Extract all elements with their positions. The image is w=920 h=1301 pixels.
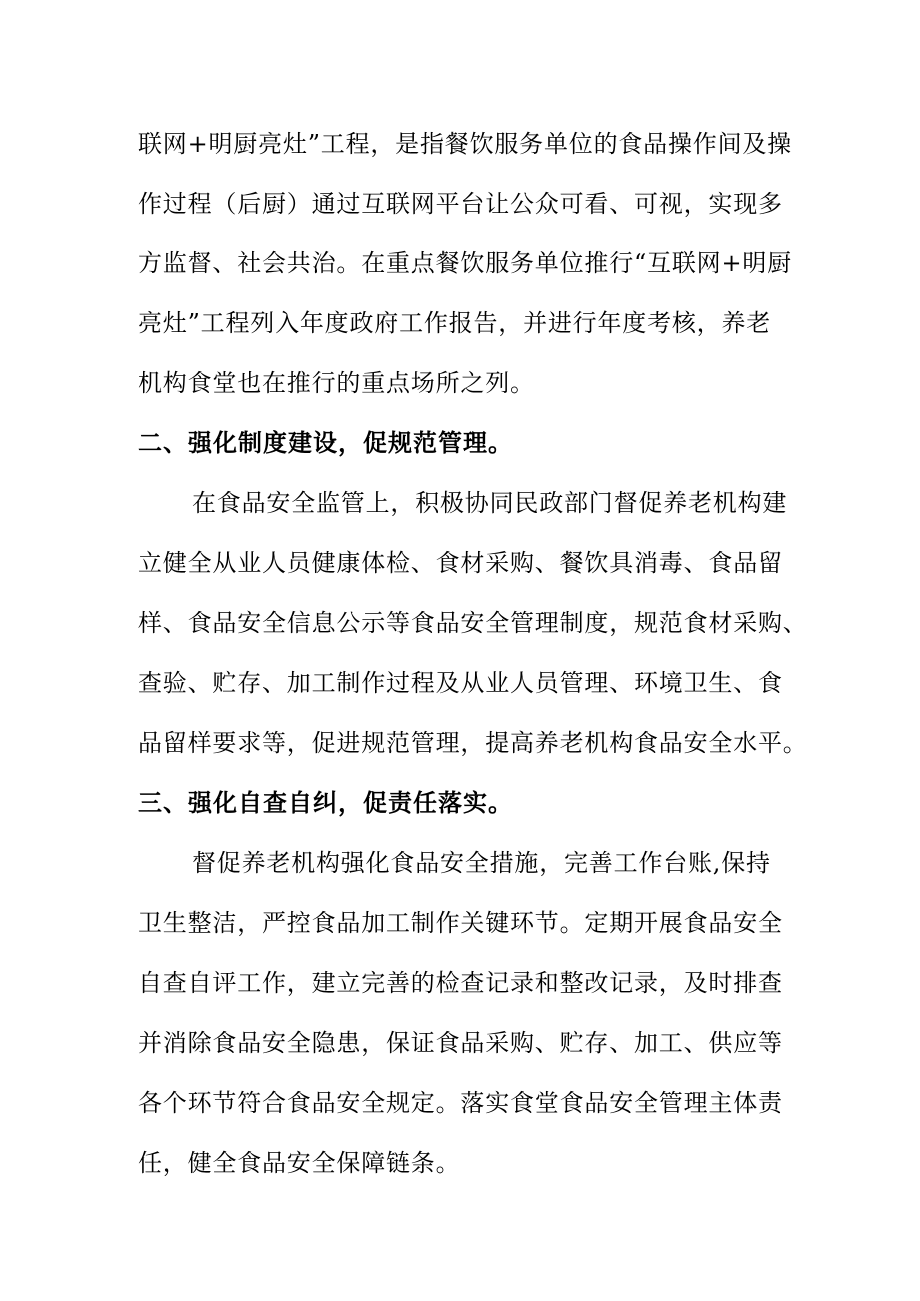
paragraph-line: 联网+明厨亮灶”工程，是指餐饮服务单位的食品操作间及操 [138, 130, 792, 158]
paragraph-line: 亮灶”工程列入年度政府工作报告，并进行年度考核，养老 [138, 309, 772, 337]
section-heading-3: 三、强化自查自纠，促责任落实。 [138, 789, 513, 817]
paragraph-line: 各个环节符合食品安全规定。落实食堂食品安全管理主体责 [138, 1089, 783, 1117]
paragraph-line: 样、食品安全信息公示等食品安全管理制度，规范食材采购、 [138, 609, 808, 637]
paragraph-line: 任，健全食品安全保障链条。 [138, 1149, 461, 1177]
paragraph-line: 查验、贮存、加工制作过程及从业人员管理、环境卫生、食 [138, 669, 783, 697]
paragraph-line: 自查自评工作，建立完善的检查记录和整改记录，及时排查 [138, 969, 783, 997]
paragraph-line: 立健全从业人员健康体检、食材采购、餐饮具消毒、食品留 [138, 549, 783, 577]
paragraph-line: 机构食堂也在推行的重点场所之列。 [138, 369, 535, 397]
paragraph-line: 卫生整洁，严控食品加工制作关键环节。定期开展食品安全 [138, 909, 783, 937]
paragraph-line: 在食品安全监管上，积极协同民政部门督促养老机构建 [192, 489, 788, 517]
paragraph-line: 方监督、社会共治。在重点餐饮服务单位推行“互联网+明厨 [138, 249, 792, 277]
paragraph-line: 督促养老机构强化食品安全措施，完善工作台账,保持 [192, 849, 771, 877]
section-heading-2: 二、强化制度建设，促规范管理。 [138, 429, 513, 457]
paragraph-line: 并消除食品安全隐患，保证食品采购、贮存、加工、供应等 [138, 1029, 783, 1057]
paragraph-line: 作过程（后厨）通过互联网平台让公众可看、可视，实现多 [138, 190, 783, 218]
paragraph-line: 品留样要求等，促进规范管理，提高养老机构食品安全水平。 [138, 729, 808, 757]
